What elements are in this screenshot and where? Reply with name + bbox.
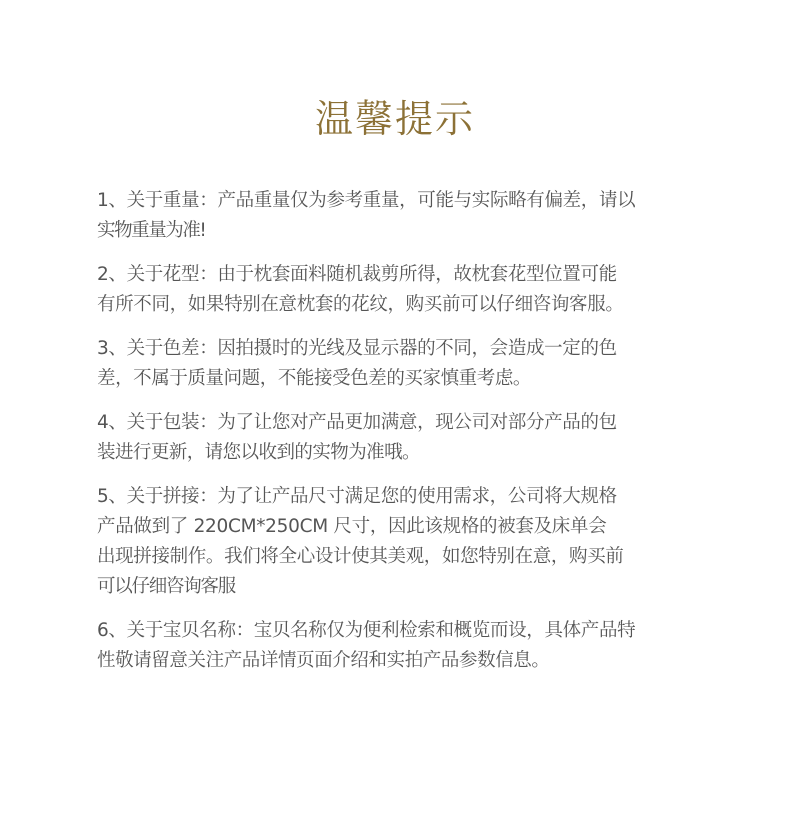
- notice-item: [97, 334, 707, 394]
- notice-item: [97, 260, 707, 320]
- notice-line: 可以仔细咨询客服: [97, 576, 236, 597]
- notice-item: [97, 186, 707, 246]
- notice-line: 实物重量为准!: [97, 220, 206, 241]
- notice-item: [97, 616, 707, 676]
- notice-line: 产品做到了 220CM*250CM 尺寸，因此该规格的被套及床单会: [97, 516, 607, 537]
- notice-item: [97, 408, 707, 468]
- notice-line: 6、关于宝贝名称：宝贝名称仅为便利检索和概览而设，具体产品特: [97, 620, 636, 641]
- notice-list: [97, 186, 707, 690]
- notice-line: 性敬请留意关注产品详情页面介绍和实拍产品参数信息。: [97, 650, 550, 671]
- notice-line: 差，不属于质量问题，不能接受色差的买家慎重考虑。: [97, 368, 532, 389]
- notice-line: 4、关于包装：为了让您对产品更加满意，现公司对部分产品的包: [97, 412, 617, 433]
- page-title: 温馨提示: [314, 97, 475, 141]
- notice-item: [97, 482, 707, 602]
- notice-line: 有所不同，如果特别在意枕套的花纹，购买前可以仔细咨询客服。: [97, 294, 624, 315]
- notice-line: 1、关于重量：产品重量仅为参考重量，可能与实际略有偏差，请以: [97, 190, 636, 211]
- notice-line: 出现拼接制作。我们将全心设计使其美观，如您特别在意，购买前: [97, 546, 624, 567]
- notice-line: 3、关于色差：因拍摄时的光线及显示器的不同，会造成一定的色: [97, 338, 617, 359]
- notice-line: 装进行更新，请您以收到的实物为准哦。: [97, 442, 421, 463]
- notice-line: 2、关于花型：由于枕套面料随机裁剪所得，故枕套花型位置可能: [97, 264, 617, 285]
- notice-line: 5、关于拼接：为了让产品尺寸满足您的使用需求，公司将大规格: [97, 486, 617, 507]
